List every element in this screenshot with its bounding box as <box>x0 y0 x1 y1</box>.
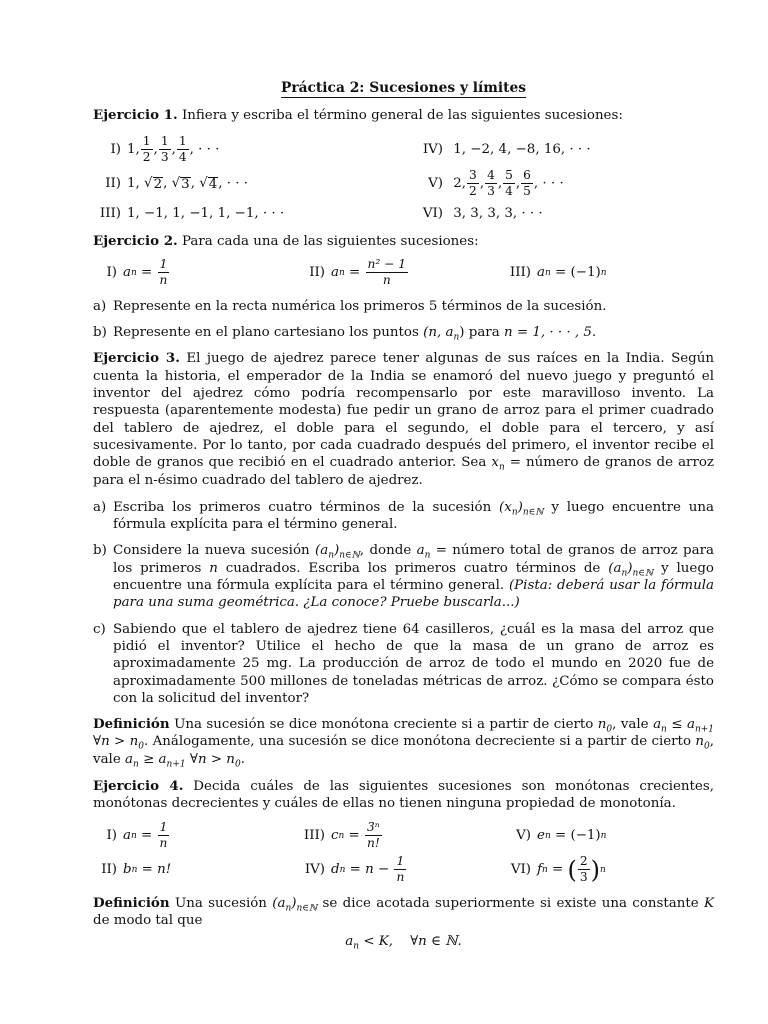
exercise-1-statement: Ejercicio 1. Infiera y escriba el término general de las siguientes sucesiones: <box>93 107 623 124</box>
definition-monotone: Definición Una sucesión se dice monótona creciente si a partir de cierto $n_0$, vale $a_n \le a_{n+1}$ ∀n > $n_0$. Análogamente, una sucesión se dice monótona decreciente si a partir de cierto $n_0$, vale $a_n \ge a_{n+1}$ ∀n > $n_0$. <box>93 716 715 770</box>
ej4-sequence-v: V) e n = (−1) n <box>516 827 607 843</box>
document-page <box>93 80 714 951</box>
exercise-3-statement: Ejercicio 3. El juego de ajedrez parece tener algunas de sus raíces en la India. Según cuenta la historia, el emperador de la India se enamoró del nuevo juego y preguntó el inventor del ajedrez cómo podría recompensarlo por este maravilloso invento. La respuesta (aparentemente modesta) fue pedir un grano de arroz para el primer cuadrado del tablero de ajedrez, el doble para el segundo, el doble para el tercero, y así sucesivamente. Por lo tanto, por cada cuadrado después del primero, el inventor recibe el doble de granos que recibió en el cuadrado anterior. Sea $x_n$ = número de granos de arroz para el n-ésimo cuadrado del tablero de ajedrez. <box>93 350 715 488</box>
ej2-part-b: b) Represente en el plano cartesiano los puntos (n, $a_n$) para n = 1, · · · , 5. <box>93 325 597 343</box>
sequence-vi: VI) 3, 3, 3, 3, · · · <box>422 205 543 221</box>
page-title: Práctica 2: Sucesiones y límites <box>280 80 527 96</box>
exercise-4-statement: Ejercicio 4. Decida cuáles de las siguientes sucesiones son monótonas crecientes, monótonas decrecientes y cuáles de ellas no tienen ninguna propiedad de monotonía. <box>93 778 714 812</box>
ej4-sequence-iii: III) c n = $\frac{\text{3ⁿ}}{n!}$ <box>303 820 380 851</box>
exercise-1-sequences <box>93 133 714 227</box>
sequence-iii: III) 1, −1, 1, −1, 1, −1, · · · <box>99 205 285 221</box>
ej3-part-a: a) Escriba los primeros cuatro términos de la sucesión $(x_n)_{n\in ℕ}$ y luego encuentre una fórmula explícita para el término general. <box>93 499 714 533</box>
ej2-part-a: a) Represente en la recta numérica los primeros 5 términos de la sucesión. <box>93 298 607 314</box>
ej3-part-c: c) Sabiendo que el tablero de ajedrez tiene 64 casilleros, ¿cuál es la masa del arroz que pidió el inventor? Utilice el hecho de que la masa de un grano de arroz es aproximadamente 25 mg. La producción de arroz de todo el mundo en 2020 fue de aproximadamente 500 millones de toneladas métricas de arroz. ¿Cómo se compara ésto con la solicitud del inventor? <box>93 621 714 706</box>
ej2-sequence-ii: II) a n = $\frac{\text{n² − 1}}{n}$ <box>309 257 406 288</box>
ej4-sequence-iv: IV) d n = n − $\frac{1}{n}$ <box>304 854 405 885</box>
sequence-iv: IV) 1, −2, 4, −8, 16, · · · <box>422 141 591 157</box>
ej4-sequence-i: I) a n = $\frac{1}{n}$ <box>106 820 168 851</box>
bounded-formula: $a_n < K$, ∀n ∈ ℕ. <box>345 934 462 952</box>
sequence-ii: II) 1, √ 2 , √ 3 , √ 4 , · · · <box>105 175 249 192</box>
definition-bounded: Definición Una sucesión $(a_n)_{n\in ℕ}$ se dice acotada superiormente si existe una constante K de modo tal que <box>93 894 714 928</box>
ej4-sequence-vi: VI) f n = ( $\frac{2}{3}$ ) n <box>510 854 606 885</box>
ej4-sequence-ii: II) b n = n! <box>101 861 172 877</box>
exercise-2-statement: Ejercicio 2. Para cada una de las siguientes sucesiones: <box>93 232 479 249</box>
exercise-2-sequences <box>93 256 714 290</box>
sequence-i: I) 1, $\frac{1}{2}$ , $\frac{1}{3}$ , $\frac{1}{4}$ , · · · <box>110 134 220 165</box>
sequence-v: V) 2, $\frac{3}{2}$ , $\frac{4}{3}$ , $\frac{5}{4}$ , $\frac{6}{5}$ , · · · <box>428 168 564 199</box>
ej2-sequence-i: I) a n = $\frac{1}{n}$ <box>106 257 168 288</box>
exercise-4-sequences <box>93 819 714 887</box>
ej3-part-b: b) Considere la nueva sucesión $(a_n)_{n\in ℕ}$, donde $a_n$ = número total de granos de arroz para los primeros n cuadrados. Escriba los primeros cuatro términos de $(a_n)_{n\in ℕ}$ y luego encuentre una fórmula explícita para el término general. (Pista: deberá usar la fórmula para una suma geométrica. ¿La conoce? Pruebe buscarla...) <box>93 543 715 611</box>
ej2-sequence-iii: III) a n = (−1) n <box>509 265 607 281</box>
